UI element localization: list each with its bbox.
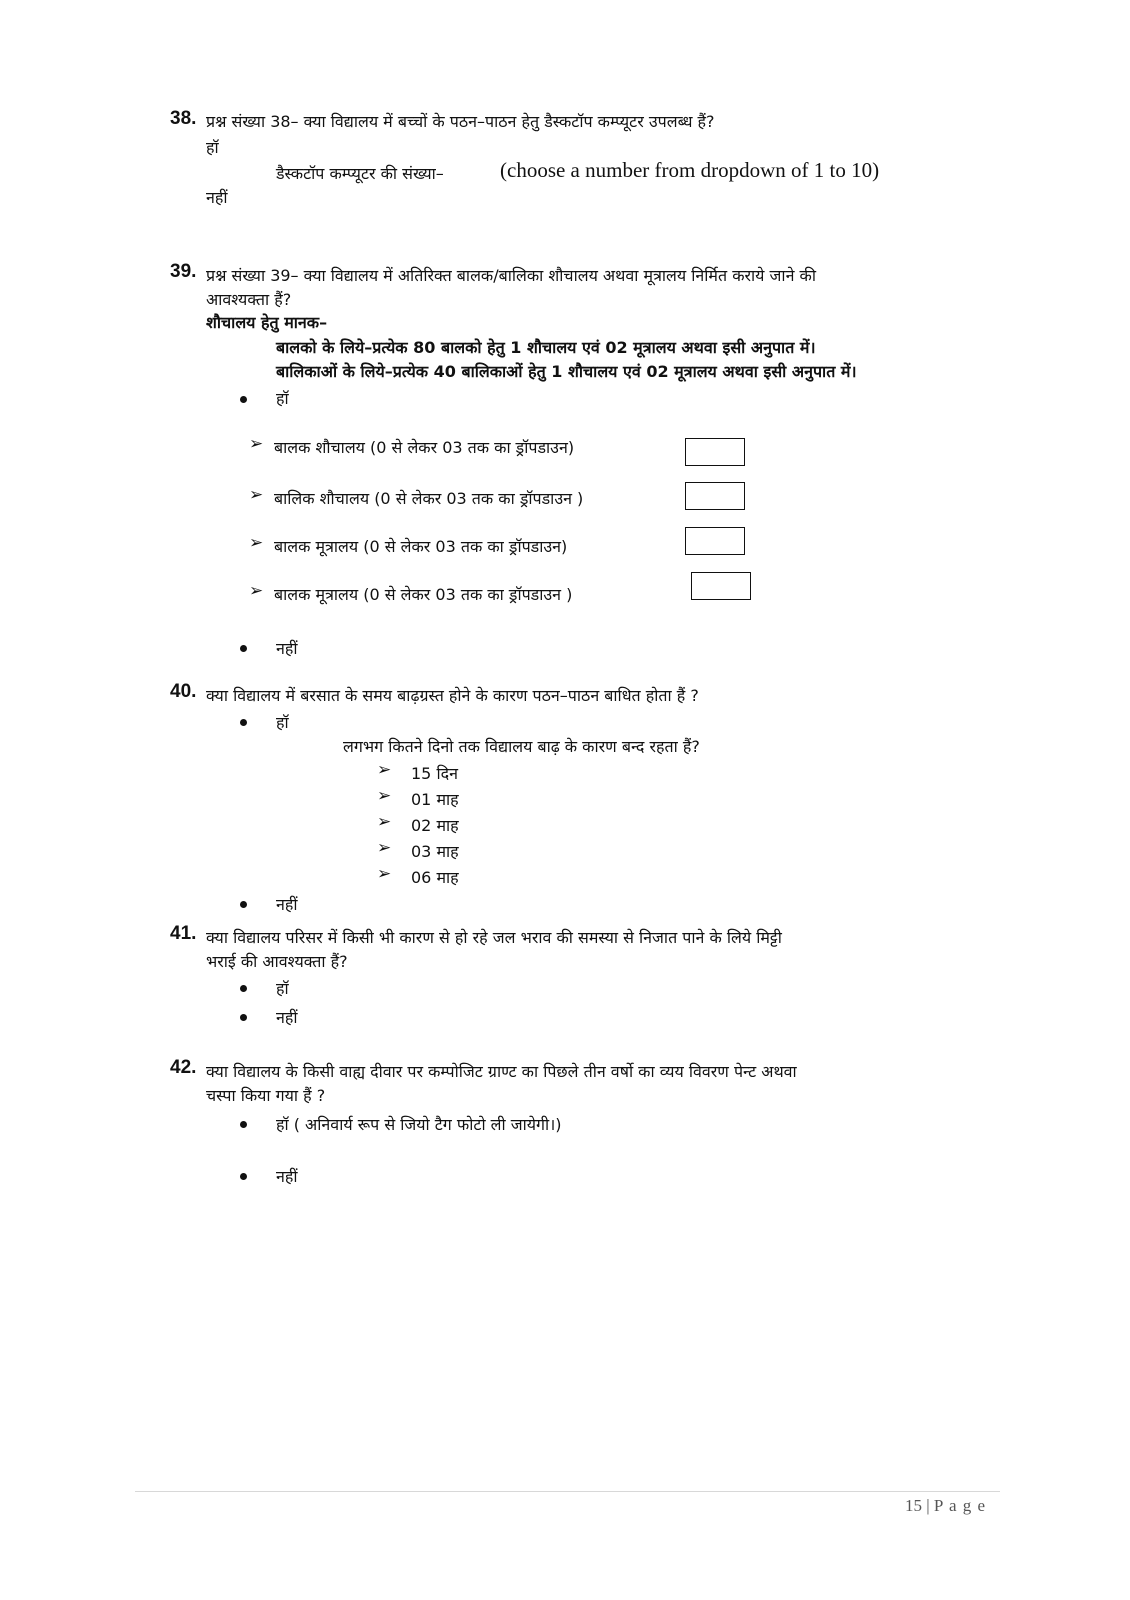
q38-number: 38. bbox=[170, 108, 197, 129]
q41-no-option[interactable]: नहीं bbox=[276, 1008, 298, 1027]
q39-boys-urinal-dropdown-1[interactable] bbox=[685, 527, 745, 555]
bullet-icon bbox=[240, 1014, 247, 1021]
arrow-bullet-icon: ➢ bbox=[377, 864, 392, 884]
q38-yes-option[interactable]: हॉ bbox=[206, 138, 219, 157]
q40-no-option[interactable]: नहीं bbox=[276, 895, 298, 914]
q40-option-6-months[interactable]: 06 माह bbox=[411, 868, 459, 887]
page-number: 15 bbox=[905, 1496, 922, 1515]
arrow-bullet-icon: ➢ bbox=[377, 838, 392, 858]
q39-item-boys-toilet: बालक शौचालय (0 से लेकर 03 तक का ड्रॉपडाउन) bbox=[274, 438, 575, 457]
bullet-icon bbox=[240, 1173, 247, 1180]
page-footer bbox=[905, 1496, 986, 1516]
q40-option-2-months[interactable]: 02 माह bbox=[411, 816, 459, 835]
q42-no-option[interactable]: नहीं bbox=[276, 1167, 298, 1186]
page-label: P a g e bbox=[933, 1496, 987, 1515]
q41-question-line2: भराई की आवश्यक्ता हैं? bbox=[206, 952, 348, 971]
arrow-bullet-icon: ➢ bbox=[377, 812, 392, 832]
q39-question-line2: आवश्यक्ता हैं? bbox=[206, 290, 292, 309]
q41-number: 41. bbox=[170, 923, 197, 944]
q39-girls-toilet-dropdown[interactable] bbox=[685, 482, 745, 510]
q39-norm-girls: बालिकाओं के लिये–प्रत्येक 40 बालिकाओं हेतु 1 शौचालय एवं 02 मूत्रालय अथवा इसी अनुपात में। bbox=[276, 362, 857, 381]
q40-sub-question: लगभग कितने दिनो तक विद्यालय बाढ़ के कारण बन्द रहता हैं? bbox=[343, 737, 700, 756]
footer-divider bbox=[135, 1491, 1000, 1492]
q39-boys-urinal-dropdown-2[interactable] bbox=[691, 572, 751, 600]
q39-norm-boys: बालको के लिये–प्रत्येक 80 बालको हेतु 1 शौचालय एवं 02 मूत्रालय अथवा इसी अनुपात में। bbox=[276, 338, 816, 357]
q38-no-option[interactable]: नहीं bbox=[206, 188, 228, 207]
q40-option-15-days[interactable]: 15 दिन bbox=[411, 764, 458, 783]
q39-boys-toilet-dropdown[interactable] bbox=[685, 438, 745, 466]
q40-yes-option[interactable]: हॉ bbox=[276, 713, 289, 732]
q42-yes-option[interactable]: हॉ ( अनिवार्य रूप से जियो टैग फोटो ली जायेगी।) bbox=[276, 1115, 562, 1134]
q39-question-line1: प्रश्न संख्या 39– क्या विद्यालय में अतिरिक्त बालक/बालिका शौचालय अथवा मूत्रालय निर्मित कराये जाने की bbox=[206, 266, 816, 285]
q40-option-3-months[interactable]: 03 माह bbox=[411, 842, 459, 861]
q40-option-1-month[interactable]: 01 माह bbox=[411, 790, 459, 809]
bullet-icon bbox=[240, 719, 247, 726]
q38-question: प्रश्न संख्या 38– क्या विद्यालय में बच्चों के पठन–पाठन हेतु डैस्कटॉप कम्प्यूटर उपलब्ध हैं? bbox=[206, 112, 715, 131]
q41-question-line1: क्या विद्यालय परिसर में किसी भी कारण से हो रहे जल भराव की समस्या से निजात पाने के लिये मिट्टी bbox=[206, 928, 782, 947]
arrow-bullet-icon: ➢ bbox=[377, 760, 392, 780]
bullet-icon bbox=[240, 901, 247, 908]
q42-question-line1: क्या विद्यालय के किसी वाह्य दीवार पर कम्पोजिट ग्राण्ट का पिछले तीन वर्षो का व्यय विवरण पेन्ट अथवा bbox=[206, 1062, 797, 1081]
bullet-icon bbox=[240, 1121, 247, 1128]
q39-item-girls-toilet: बालिक शौचालय (0 से लेकर 03 तक का ड्रॉपडाउन ) bbox=[274, 489, 584, 508]
bullet-icon bbox=[240, 645, 247, 652]
q40-number: 40. bbox=[170, 681, 197, 702]
q42-question-line2: चस्पा किया गया हैं ? bbox=[206, 1086, 326, 1105]
q39-number: 39. bbox=[170, 261, 197, 282]
arrow-bullet-icon: ➢ bbox=[377, 786, 392, 806]
arrow-bullet-icon: ➢ bbox=[249, 533, 264, 553]
q38-count-dropdown-note[interactable]: (choose a number from dropdown of 1 to 10) bbox=[500, 158, 880, 182]
bullet-icon bbox=[240, 396, 247, 403]
q39-item-boys-urinal-2: बालक मूत्रालय (0 से लेकर 03 तक का ड्रॉपडाउन ) bbox=[274, 585, 573, 604]
arrow-bullet-icon: ➢ bbox=[249, 485, 264, 505]
q38-count-label: डैस्कटॉप कम्प्यूटर की संख्या– bbox=[276, 164, 444, 183]
page-separator: | bbox=[926, 1496, 930, 1515]
q41-yes-option[interactable]: हॉ bbox=[276, 979, 289, 998]
q42-number: 42. bbox=[170, 1057, 197, 1078]
q39-no-option[interactable]: नहीं bbox=[276, 639, 298, 658]
arrow-bullet-icon: ➢ bbox=[249, 581, 264, 601]
arrow-bullet-icon: ➢ bbox=[249, 434, 264, 454]
q40-question: क्या विद्यालय में बरसात के समय बाढ़ग्रस्त होने के कारण पठन–पाठन बाधित होता हैं ? bbox=[206, 686, 699, 705]
q39-norm-heading: शौचालय हेतु मानक– bbox=[206, 313, 328, 332]
q39-item-boys-urinal-1: बालक मूत्रालय (0 से लेकर 03 तक का ड्रॉपडाउन) bbox=[274, 537, 568, 556]
q39-yes-option[interactable]: हॉ bbox=[276, 389, 289, 408]
bullet-icon bbox=[240, 985, 247, 992]
